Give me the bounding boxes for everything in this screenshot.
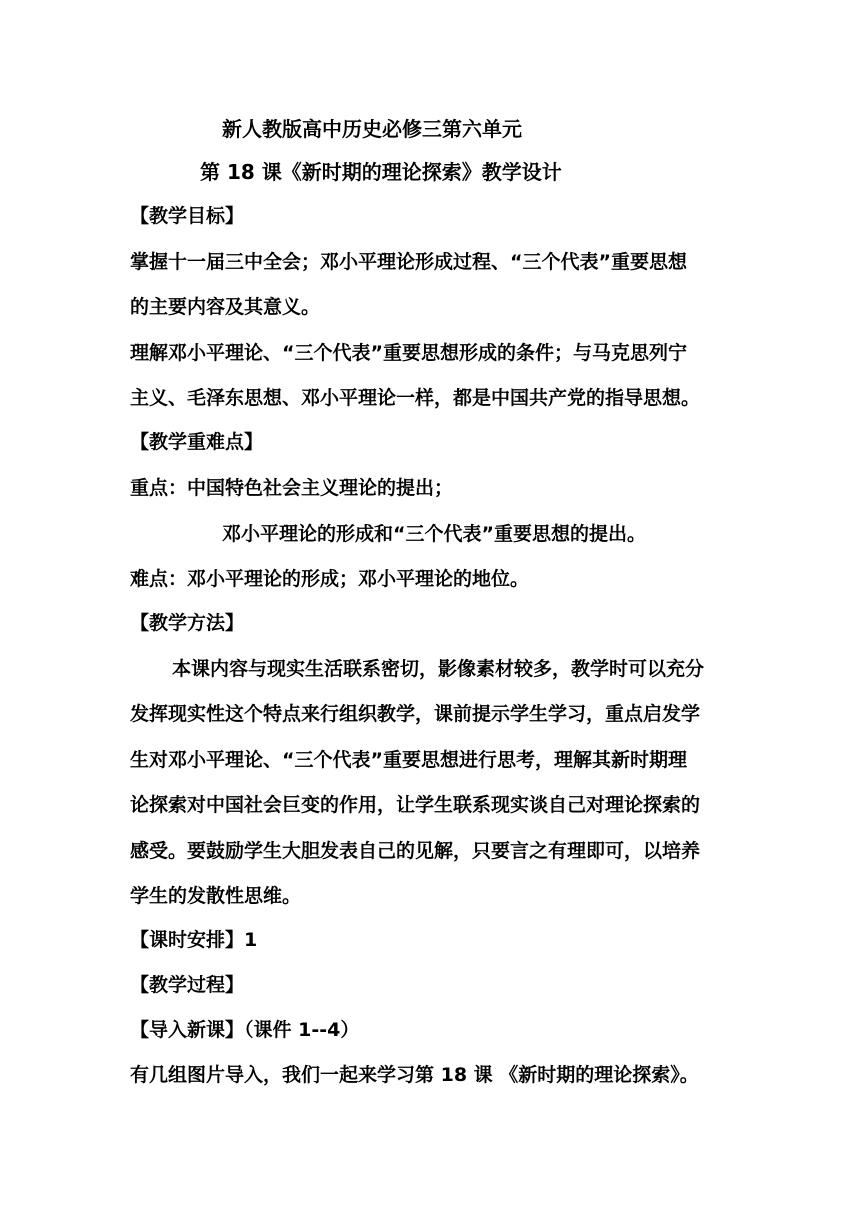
goal-1-line-1: 掌握十一届三中全会；邓小平理论形成过程、“三个代表”重要思想: [130, 251, 687, 273]
goals-heading: 【教学目标】: [130, 205, 245, 227]
method-line-4: 论探索对中国社会巨变的作用，让学生联系现实谈自己对理论探索的: [130, 794, 701, 816]
method-line-6: 学生的发散性思维。: [130, 885, 302, 907]
key-point-2: 邓小平理论的形成和“三个代表”重要思想的提出。: [222, 523, 646, 545]
intro-text: 有几组图片导入，我们一起来学习第 18 课 《新时期的理论探索》。: [130, 1064, 699, 1086]
lesson-title: 第 18 课《新时期的理论探索》教学设计: [200, 160, 562, 184]
goal-2-line-1: 理解邓小平理论、“三个代表”重要思想形成的条件；与马克思列宁: [130, 342, 687, 364]
key-point-1: 重点：中国特色社会主义理论的提出；: [130, 477, 454, 499]
method-heading: 【教学方法】: [130, 612, 245, 634]
intro-heading: 【导入新课】（课件 1--4）: [130, 1019, 360, 1041]
method-line-5: 感受。要鼓励学生大胆发表自己的见解，只要言之有理即可，以培养: [130, 840, 701, 862]
method-line-2: 发挥现实性这个特点来行组织教学，课前提示学生学习，重点启发学: [130, 703, 701, 725]
method-line-1: 本课内容与现实生活联系密切，影像素材较多，教学时可以充分: [172, 658, 705, 680]
method-line-3: 生对邓小平理论、“三个代表”重要思想进行思考，理解其新时期理: [130, 749, 687, 771]
goal-2-line-2: 主义、毛泽东思想、邓小平理论一样，都是中国共产党的指导思想。: [130, 387, 701, 409]
goal-1-line-2: 的主要内容及其意义。: [130, 296, 321, 318]
process-heading: 【教学过程】: [130, 974, 245, 996]
schedule-heading: 【课时安排】1: [130, 929, 258, 951]
document-title: 新人教版高中历史必修三第六单元: [222, 117, 522, 141]
keypoints-heading: 【教学重难点】: [130, 431, 264, 453]
difficult-point: 难点：邓小平理论的形成；邓小平理论的地位。: [130, 568, 530, 590]
